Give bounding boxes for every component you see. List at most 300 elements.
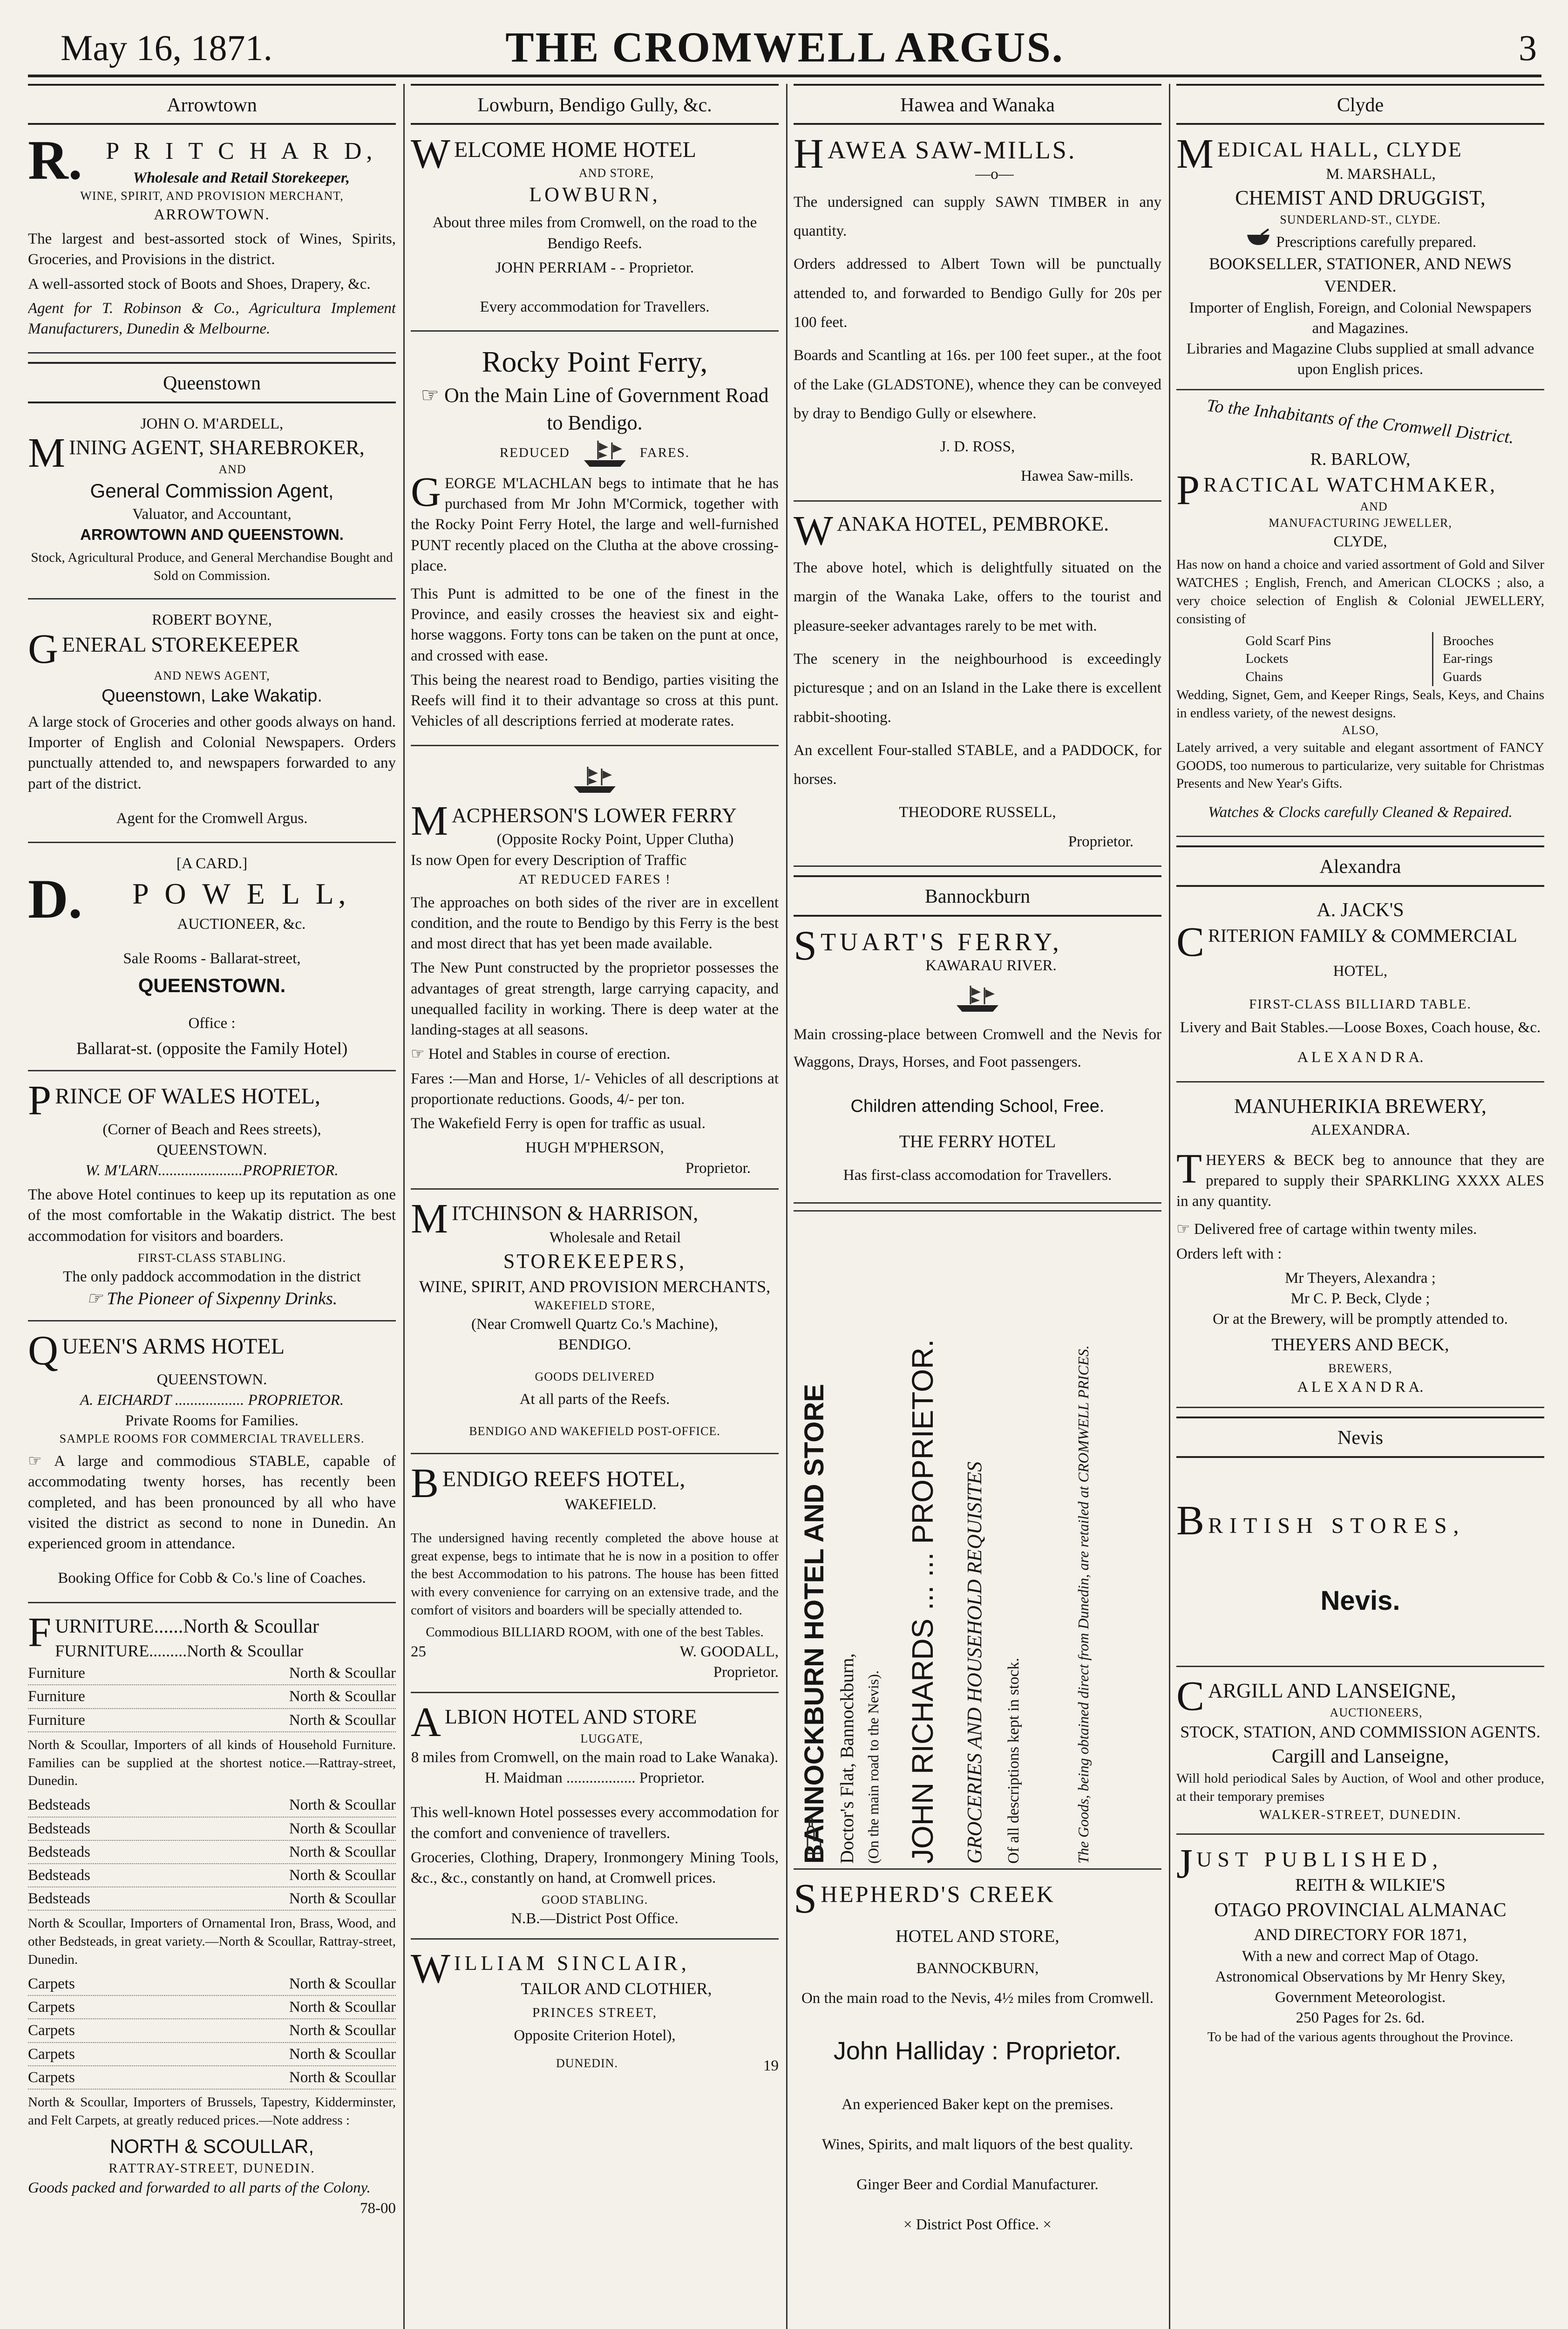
list-item-name: Bedsteads: [28, 1797, 90, 1814]
ad-body: Importer of English, Foreign, and Colonial Newspapers and Magazines.: [1189, 299, 1532, 337]
ad-line: J. D. ROSS,: [940, 438, 1015, 456]
ad-queens-arms: [28, 1328, 396, 1603]
ad-line: GROCERIES AND HOUSEHOLD REQUISITES: [963, 1461, 986, 1864]
drop-initial: S: [794, 922, 817, 969]
drop-initial: A: [411, 1699, 441, 1746]
ad-title: RINCE OF WALES HOTEL,: [55, 1083, 320, 1109]
drop-initial: B: [1176, 1497, 1205, 1544]
ad-line: AND: [218, 462, 246, 476]
ad-body: Main crossing-place between Cromwell and the Nevis for Waggons, Drays, Horses, and Foot passengers.: [794, 1026, 1161, 1071]
drop-initial: H: [794, 131, 824, 177]
ad-line: QUEENSTOWN.: [156, 1141, 267, 1158]
ad-title: UST PUBLISHED,: [1196, 1847, 1444, 1871]
ad-line: W. M'LARN......................PROPRIETOR.: [85, 1162, 339, 1179]
page-number: 3: [1519, 27, 1537, 68]
ad-line: GOOD STABLING.: [541, 1893, 648, 1907]
drop-initial: T: [1176, 1145, 1202, 1192]
column-rule: [1169, 84, 1170, 2329]
ad-line: ALSO,: [1342, 723, 1379, 737]
ad-title: ITCHINSON & HARRISON,: [452, 1201, 699, 1225]
ad-curved-heading: To the Inhabitants of the Cromwell District.: [1206, 395, 1515, 448]
ad-title: TUART'S FERRY,: [821, 927, 1063, 956]
ad-text: A large and commodious STABLE, capable of accommodating twenty horses, has recently been completed, and has been pronounced by all who have visited the district as second to none in Dunedin. An experienced groom in attendance.: [28, 1453, 396, 1553]
ad-title: ENDIGO REEFS HOTEL,: [442, 1467, 686, 1492]
ad-line: Nevis.: [1320, 1585, 1400, 1616]
ad-almanac: [1176, 1841, 1544, 2056]
ad-line: (Corner of Beach and Rees streets),: [102, 1121, 321, 1138]
carpets-list: [28, 1973, 396, 2090]
ad-line: HUGH M'PHERSON,: [525, 1139, 664, 1157]
list-item-name: Bedsteads: [28, 1866, 90, 1884]
list-item-name: Carpets: [28, 2022, 75, 2039]
ad-line: A L E X A N D R A.: [1297, 1379, 1424, 1396]
drop-initial: P: [28, 1077, 52, 1124]
list-item-name: Carpets: [28, 2069, 75, 2086]
ad-wanaka-hotel: [794, 508, 1161, 867]
drop-initial: S: [794, 1876, 817, 1922]
ad-text: Delivered free of cartage within twenty miles.: [1194, 1221, 1477, 1238]
pointing-hand-icon: ☞: [28, 1453, 54, 1470]
ad-line: RATTRAY-STREET, DUNEDIN.: [109, 2161, 315, 2176]
ad-line: [1176, 228, 1544, 252]
section-heading-hawea: Hawea and Wanaka: [794, 84, 1161, 125]
ad-line: Cargill and Lanseigne,: [1271, 1745, 1449, 1767]
list-item-name: Carpets: [28, 1975, 75, 1992]
ad-line: SAMPLE ROOMS FOR COMMERCIAL TRAVELLERS.: [59, 1432, 365, 1446]
ad-line: Watches & Clocks carefully Cleaned & Repaired.: [1208, 804, 1513, 821]
ad-body: The scenery in the neighbourhood is exceedingly picturesque ; and on an Island in the Lake there is excellent rabbit-shooting.: [794, 650, 1161, 726]
ad-text: Hotel and Stables in course of erection.: [428, 1046, 671, 1063]
pointing-hand-icon: [799, 1817, 822, 1854]
list-item: [28, 2043, 396, 2066]
ad-barlow: [1176, 397, 1544, 837]
list-item: [28, 1887, 396, 1911]
jewellery-list: [1195, 632, 1544, 687]
ad-line: W. GOODALL,: [679, 1643, 779, 1660]
list-item: [28, 1996, 396, 2019]
ad-line: NORTH & SCOULLAR,: [110, 2135, 314, 2157]
ad-line: AND DIRECTORY FOR 1871,: [1253, 1925, 1467, 1944]
pointing-hand-icon: ☞: [421, 383, 444, 407]
ad-title: LBION HOTEL AND STORE: [445, 1705, 697, 1729]
ad-line: [411, 437, 779, 470]
list-item: [28, 1841, 396, 1864]
ad-text: FARES.: [639, 445, 690, 461]
ad-line: (On the main road to the Nevis).: [865, 1670, 882, 1864]
drop-initial: M: [28, 429, 66, 476]
ad-line: H. Maidman .................. Proprietor.: [484, 1770, 705, 1787]
ad-criterion-hotel: [1176, 893, 1544, 1083]
ad-line: Or at the Brewery, will be promptly attended to.: [1213, 1311, 1508, 1328]
ad-title: RITISH STORES,: [1208, 1513, 1466, 1538]
ad-rocky-point-ferry: [411, 338, 779, 746]
ad-body: Has now on hand a choice and varied assortment of Gold and Silver WATCHES ; English, French, and American CLOCKS ; also, a very choice selection of English & Colonial JEWELLERY, consisting of: [1176, 557, 1544, 627]
ad-line: BENDIGO.: [558, 1336, 631, 1354]
list-item-firm: North & Scoullar: [289, 1975, 396, 1992]
drop-initial: M: [1176, 131, 1214, 177]
ad-powell: [28, 850, 396, 1071]
section-heading-nevis: Nevis: [1176, 1416, 1544, 1457]
ship-icon: [579, 437, 631, 470]
ad-body: [411, 1044, 779, 1064]
ad-line: Mr C. P. Beck, Clyde ;: [1290, 1290, 1430, 1307]
ad-line: A. JACK'S: [1317, 899, 1404, 921]
list-item-firm: North & Scoullar: [289, 1688, 396, 1705]
ad-title: AWEA SAW-MILLS.: [828, 136, 1077, 164]
ad-line: Every accommodation for Travellers.: [480, 299, 710, 316]
ad-stuarts-ferry: [794, 923, 1161, 1204]
ad-body: The Wakefield Ferry is open for traffic as usual.: [411, 1115, 706, 1132]
ad-body: [28, 1451, 396, 1554]
ad-line: At all parts of the Reefs.: [519, 1391, 670, 1408]
drop-initial: M: [411, 1195, 448, 1242]
ad-body: EORGE M'LACHLAN begs to intimate that he has purchased from Mr John M'Cormick, together with the Rocky Point Ferry Hotel, the large and well-furnished PUNT recently placed on the Clutha at the above crossing-place.: [411, 475, 779, 574]
ad-line: LOWBURN,: [529, 183, 660, 206]
ad-body: Libraries and Magazine Clubs supplied at small advance upon English prices.: [1186, 340, 1534, 378]
list-item: [28, 1818, 396, 1841]
ad-line: Orders left with :: [1176, 1245, 1282, 1262]
ad-line: Proprietor.: [713, 1664, 779, 1681]
ad-line: A. EICHARDT .................. PROPRIETOR.: [80, 1391, 344, 1409]
ad-line: [28, 1287, 396, 1311]
drop-initial: R.: [28, 129, 82, 191]
drop-initial: F: [28, 1609, 52, 1655]
list-item: [28, 2066, 396, 2090]
ad-line: General Commission Agent,: [90, 479, 334, 502]
ad-body: Stock, Agricultural Produce, and General Merchandise Bought and Sold on Commission.: [31, 550, 393, 584]
ad-line: KAWARAU RIVER.: [925, 957, 1057, 974]
ad-body: The largest and best-assorted stock of Wines, Spirits, Groceries, and Provisions in the district.: [28, 231, 396, 268]
ad-title: RACTICAL WATCHMAKER,: [1203, 473, 1497, 497]
ad-line: 250 Pages for 2s. 6d.: [1296, 2009, 1425, 2027]
ad-line: The Goods, being obtained direct from Dunedin, are retailed at CROMWELL PRICES.: [1075, 1345, 1092, 1864]
ad-body: This Punt is admitted to be one of the finest in the Province, and easily crosses the heaviest six and eight-horse waggons. Forty tons can be taken on the punt at once, and crossed with ease.: [411, 585, 779, 664]
ad-body: Lately arrived, a very suitable and elegant assortment of FANCY GOODS, too numerous to particularize, very suitable for Christmas Presents and New Year's Gifts.: [1176, 740, 1544, 791]
ad-line: [411, 382, 779, 437]
ad-line: Hawea Saw-mills.: [1021, 467, 1134, 484]
ad-hawea-sawmills: [794, 131, 1161, 501]
ad-prince-of-wales: [28, 1078, 396, 1321]
ad-line: THEYERS AND BECK,: [1271, 1335, 1449, 1355]
ad-line: Wholesale and Retail Storekeeper,: [133, 169, 350, 186]
ad-line: CHEMIST AND DRUGGIST,: [1235, 186, 1486, 210]
ad-line: AND STORE,: [578, 166, 654, 180]
ad-title: HEPHERD'S CREEK: [821, 1881, 1055, 1907]
list-item: [28, 1864, 396, 1887]
ad-line: R. BARLOW,: [1310, 449, 1411, 470]
ad-line: Proprietor.: [1068, 833, 1134, 850]
ad-line: Agent for the Cromwell Argus.: [116, 810, 308, 827]
list-item: [28, 2019, 396, 2043]
jewellery-list-right: [1432, 632, 1494, 687]
drop-initial: D.: [28, 868, 82, 930]
ad-line: DUNEDIN.: [556, 2056, 618, 2070]
drop-initial: W: [794, 507, 833, 554]
drop-initial: P: [1176, 467, 1200, 514]
list-item-firm: North & Scoullar: [289, 1890, 396, 1907]
list-item-firm: North & Scoullar: [289, 1999, 396, 2016]
ad-number: 25: [411, 1643, 426, 1660]
ad-line: ROBERT BOYNE,: [152, 611, 272, 628]
ad-line: Has first-class accomodation for Travellers.: [843, 1166, 1112, 1184]
list-item-firm: North & Scoullar: [289, 2022, 396, 2039]
ad-line: Commodious BILLIARD ROOM, with one of the best Tables.: [426, 1624, 764, 1640]
ad-line: WINE, SPIRIT, AND PROVISION MERCHANTS,: [419, 1277, 771, 1296]
ad-body: North & Scoullar, Importers of Ornamental Iron, Brass, Wood, and other Bedsteads, in great variety.—North & Scoullar, Rattray-street, Dunedin.: [28, 1916, 396, 1968]
ad-title: URNITURE......North & Scoullar: [55, 1615, 319, 1637]
ad-line: Doctor's Flat, Bannockburn,: [836, 1653, 857, 1864]
list-item: [28, 1662, 396, 1685]
section-heading-clyde: Clyde: [1176, 84, 1544, 125]
pointing-hand-icon: ☞: [1176, 1221, 1194, 1238]
ad-mitchinson-harrison: [411, 1196, 779, 1455]
ad-line: HOTEL,: [1333, 962, 1388, 980]
ad-line: AT REDUCED FARES !: [518, 872, 671, 887]
bedsteads-list: [28, 1794, 396, 1911]
ad-title: ARGILL AND LANSEIGNE,: [1208, 1679, 1456, 1702]
drop-initial: Q: [28, 1327, 58, 1374]
ad-title: EDICAL HALL, CLYDE: [1217, 137, 1463, 162]
drop-initial: G: [28, 626, 58, 673]
ad-body: The above Hotel continues to keep up its reputation as one of the most comfortable in the Wakatip district. The best accommodation for visitors and boarders.: [28, 1186, 396, 1245]
ad-title: ILLIAM SINCLAIR,: [454, 1952, 690, 1975]
ad-body: North & Scoullar, Importers of Brussels, Tapestry, Kidderminster, and Felt Carpets, at greatly reduced prices.—Note address :: [28, 2095, 396, 2128]
furniture-list: [28, 1662, 396, 1732]
ad-line: (Near Cromwell Quartz Co.'s Machine),: [471, 1315, 719, 1333]
list-item-firm: North & Scoullar: [289, 2069, 396, 2086]
ad-line: QUEENSTOWN.: [138, 974, 286, 997]
list-item: [28, 1794, 396, 1817]
ad-line: Private Rooms for Families.: [125, 1412, 299, 1430]
ad-title: MANUHERIKIA BREWERY,: [1234, 1094, 1487, 1117]
ad-british-stores: [1176, 1464, 1544, 1667]
list-item: [28, 1685, 396, 1709]
list-item: Chains: [1245, 669, 1283, 685]
ad-line: PRINCES STREET,: [532, 2005, 657, 2020]
list-item-name: Furniture: [28, 1688, 85, 1705]
ad-bannockburn-hotel: [794, 1210, 1161, 1870]
list-item-firm: North & Scoullar: [289, 1711, 396, 1729]
ad-title: ANAKA HOTEL, PEMBROKE.: [836, 512, 1109, 535]
ad-line: M. MARSHALL,: [1326, 165, 1436, 183]
ad-title: INING AGENT, SHAREBROKER,: [69, 436, 365, 459]
list-item: Ear-rings: [1443, 651, 1493, 667]
ad-number: 78-00: [360, 2200, 396, 2217]
ad-line: With a new and correct Map of Otago.: [1242, 1948, 1479, 1965]
list-item-firm: North & Scoullar: [289, 1843, 396, 1860]
ad-mcardell: [28, 410, 396, 599]
ad-body: A well-assorted stock of Boots and Shoes, Drapery, &c.: [28, 275, 371, 293]
ad-line: Proprietor.: [685, 1160, 751, 1177]
ad-line: Astronomical Observations by Mr Henry Skey, Government Meteorologist.: [1215, 1968, 1506, 2006]
ad-body: Wedding, Signet, Gem, and Keeper Rings, Seals, Keys, and Chains in endless variety, of the newest designs.: [1176, 688, 1544, 721]
ad-body: The approaches on both sides of the river are in excellent condition, and the route to Bendigo by this Ferry is the best and most direct that has yet been made available.: [411, 894, 779, 953]
ad-title: ACPHERSON'S LOWER FERRY: [452, 804, 737, 827]
ad-line: Wholesale and Retail: [549, 1229, 681, 1246]
ad-line: (Opposite Rocky Point, Upper Clutha): [496, 831, 734, 848]
ad-title: RITERION FAMILY & COMMERCIAL: [1208, 925, 1517, 946]
ad-line: ARROWTOWN AND QUEENSTOWN.: [80, 526, 344, 544]
ad-line: Children attending School, Free.: [850, 1096, 1105, 1116]
ad-line: An experienced Baker kept on the premises.: [842, 2096, 1113, 2113]
ad-body: Will hold periodical Sales by Auction, of Wool and other produce, at their temporary premises: [1176, 1771, 1544, 1804]
ad-line: The only paddock accommodation in the district: [63, 1268, 361, 1285]
drop-initial: B: [411, 1460, 439, 1507]
column-rule: [403, 84, 405, 2329]
ad-bendigo-reefs: [411, 1461, 779, 1693]
ad-line: FURNITURE.........North & Scoullar: [55, 1641, 304, 1660]
ad-body: About three miles from Cromwell, on the road to the Bendigo Reefs.: [432, 214, 757, 252]
mortar-pestle-icon: [1244, 228, 1272, 247]
ad-line: Is now Open for every Description of Traffic: [411, 851, 687, 869]
ad-line: STOREKEEPERS,: [503, 1249, 686, 1273]
ad-line: Opposite Criterion Hotel),: [514, 2027, 676, 2044]
ad-line: × District Post Office. ×: [903, 2216, 1052, 2233]
ad-line: WAKEFIELD STORE,: [534, 1298, 655, 1312]
ad-line: ALEXANDRA.: [1310, 1122, 1410, 1139]
ad-macpherson-ferry: [411, 753, 779, 1190]
list-item-name: Bedsteads: [28, 1843, 90, 1860]
list-item: Guards: [1443, 669, 1482, 685]
list-item-firm: North & Scoullar: [289, 1866, 396, 1884]
section-heading-arrowtown: Arrowtown: [28, 84, 396, 125]
ad-body: Boards and Scantling at 16s. per 100 feet super., at the foot of the Lake (GLADSTONE), whence they can be conveyed by dray to Bendigo Gully or elsewhere.: [794, 347, 1161, 422]
ad-body: Groceries, Clothing, Drapery, Ironmongery Mining Tools, &c., &c., constantly on hand, at Cromwell prices.: [411, 1849, 779, 1887]
ship-icon: [569, 763, 620, 796]
ad-pritchard: [28, 131, 396, 354]
list-item-name: Carpets: [28, 1999, 75, 2016]
ad-line: THEODORE RUSSELL,: [899, 804, 1056, 821]
ad-body: The undersigned can supply SAWN TIMBER in any quantity.: [794, 193, 1161, 240]
ad-line: BENDIGO AND WAKEFIELD POST-OFFICE.: [469, 1424, 720, 1438]
ad-line: BANNOCKBURN,: [916, 1960, 1039, 1977]
drop-initial: C: [1176, 919, 1205, 965]
ad-welcome-home: [411, 131, 779, 332]
ad-line: Livery and Bait Stables.—Loose Boxes, Coach house, &c.: [1180, 1019, 1541, 1036]
ad-body: Orders addressed to Albert Town will be punctually attended to, and forwarded to Bendigo Gully for 20s per 100 feet.: [794, 256, 1161, 331]
ad-line: Mr Theyers, Alexandra ;: [1285, 1269, 1436, 1287]
ad-line: AUCTIONEERS,: [1330, 1705, 1423, 1719]
ad-line: STOCK, STATION, AND COMMISSION AGENTS.: [1180, 1723, 1541, 1742]
ad-line: MANUFACTURING JEWELLER,: [1269, 516, 1452, 530]
ad-title: BANNOCKBURN HOTEL AND STORE: [799, 1383, 829, 1864]
ad-line: Ginger Beer and Cordial Manufacturer.: [856, 2176, 1099, 2193]
ad-line: LUGGATE,: [580, 1732, 643, 1746]
ad-line: Sale Rooms - Ballarat-street,: [123, 950, 301, 967]
ad-body: The above hotel, which is delightfully situated on the margin of the Wanaka Lake, offers to the tourist and pleasure-seeker advantages rarely to be met with.: [794, 559, 1161, 634]
ad-line: AUCTIONEER, &c.: [177, 916, 306, 933]
ship-icon: [952, 982, 1003, 1015]
ad-line: WINE, SPIRIT, AND PROVISION MERCHANT,: [80, 189, 344, 203]
ad-title: P R I T C H A R D,: [106, 138, 377, 165]
column-4: [1176, 84, 1544, 2329]
ad-body: The New Punt constructed by the proprietor possesses the advantages of great strength, large carrying capacity, and unequalled facility in working. There is deep water at the landing-stages at all seasons.: [411, 960, 779, 1039]
ad-line: 8 miles from Cromwell, on the main road to Lake Wanaka).: [411, 1749, 779, 1766]
ad-line: N.B.—District Post Office.: [511, 1910, 679, 1927]
ad-body: Fares :—Man and Horse, 1/- Vehicles of all descriptions at proportionate reductions. Goods, 4/- per ton.: [411, 1070, 779, 1108]
drop-initial: W: [411, 1946, 450, 1992]
ad-line: A L E X A N D R A.: [1297, 1049, 1424, 1066]
ad-separator: —o—: [975, 166, 1014, 183]
list-item: Brooches: [1443, 633, 1494, 648]
list-item-name: Furniture: [28, 1711, 85, 1729]
list-item-firm: North & Scoullar: [289, 1820, 396, 1837]
list-item-firm: North & Scoullar: [289, 1665, 396, 1682]
ad-albion-hotel: [411, 1700, 779, 1940]
ad-body: This well-known Hotel possesses every accommodation for the comfort and convenience of travellers.: [411, 1804, 779, 1842]
list-item-name: Furniture: [28, 1665, 85, 1682]
ad-line: OTAGO PROVINCIAL ALMANAC: [1214, 1900, 1507, 1921]
ad-number: 19: [763, 2057, 779, 2074]
ad-cargill-lanseigne: [1176, 1674, 1544, 1835]
pointing-hand-icon: ☞: [86, 1288, 107, 1308]
ad-line: Of all descriptions kept in stock.: [1005, 1658, 1022, 1864]
ad-line: On the main road to the Nevis, 4½ miles from Cromwell.: [801, 1989, 1154, 2007]
ad-body: North & Scoullar, Importers of all kinds of Household Furniture. Families can be supplied at the shortest notice.—Rattray-street, Dunedin.: [28, 1737, 396, 1789]
ad-line: To be had of the various agents throughout the Province.: [1207, 2029, 1514, 2045]
ad-line: JOHN RICHARDS ... ... PROPRIETOR.: [906, 1339, 939, 1864]
column-3: [794, 84, 1161, 2329]
list-item-name: Bedsteads: [28, 1820, 90, 1837]
newspaper-title: THE CROMWELL ARGUS.: [505, 23, 1064, 71]
ad-line: THE FERRY HOTEL: [899, 1132, 1056, 1152]
column-1: [28, 84, 396, 2329]
list-item-firm: North & Scoullar: [289, 2045, 396, 2063]
list-item-firm: North & Scoullar: [289, 1797, 396, 1814]
ad-line: QUEENSTOWN.: [156, 1371, 267, 1388]
ad-line: [1176, 1219, 1544, 1239]
list-item: Gold Scarf Pins: [1245, 633, 1331, 648]
section-heading-bannockburn: Bannockburn: [794, 875, 1161, 916]
ad-line: JOHN PERRIAM - - Proprietor.: [495, 259, 694, 276]
ad-line: Goods packed and forwarded to all parts of the Colony.: [28, 2179, 371, 2196]
jewellery-list-left: [1245, 632, 1331, 687]
section-heading-queenstown: Queenstown: [28, 362, 396, 403]
column-2: [411, 84, 779, 2329]
ad-line: Wines, Spirits, and malt liquors of the best quality.: [821, 2136, 1134, 2153]
ad-line: FIRST-CLASS BILLIARD TABLE.: [1249, 997, 1472, 1012]
drop-initial: W: [411, 131, 450, 177]
ad-line: Office :: [188, 1015, 236, 1032]
section-heading-alexandra: Alexandra: [1176, 845, 1544, 886]
list-item: [28, 1709, 396, 1732]
ad-title: ENERAL STOREKEEPER: [62, 633, 299, 657]
ad-shepherds-creek: [794, 1876, 1161, 2251]
ad-slogan: The Pioneer of Sixpenny Drinks.: [107, 1288, 338, 1308]
ad-line: WALKER-STREET, DUNEDIN.: [1259, 1807, 1462, 1822]
drop-initial: G: [411, 469, 441, 515]
ad-line: Booking Office for Cobb & Co.'s line of Coaches.: [58, 1570, 366, 1587]
list-item-name: Carpets: [28, 2045, 75, 2063]
ad-title: P O W E L L,: [132, 877, 351, 911]
ad-line: BOOKSELLER, STATIONER, AND NEWS VENDER.: [1208, 254, 1512, 296]
ad-body: HEYERS & BECK beg to announce that they are prepared to supply their SPARKLING XXXX ALES in any quantity.: [1176, 1151, 1544, 1210]
ad-line: CLYDE,: [1333, 533, 1387, 550]
drop-initial: M: [411, 797, 448, 844]
ad-william-sinclair: [411, 1946, 779, 2085]
ad-line: REITH & WILKIE'S: [1295, 1875, 1446, 1895]
list-item-name: Bedsteads: [28, 1890, 90, 1907]
ad-line: AND: [1360, 500, 1388, 514]
ad-text: Prescriptions carefully prepared.: [1276, 233, 1476, 251]
ad-title: Rocky Point Ferry,: [482, 345, 708, 379]
ad-body: The undersigned having recently completed the above house at great expense, begs to intimate that he is now in a position to offer the best Accommodation to his patrons. The house has been fitted with every convenience for carrying on an extensive trade, and the comfort of visitors and boarders will be specially attended to.: [411, 1530, 779, 1618]
ad-line: JOHN O. M'ARDELL,: [140, 415, 284, 432]
list-item: Lockets: [1245, 651, 1289, 667]
ad-body: This being the nearest road to Bendigo, parties visiting the Reefs will find it to their advantage so cross at this punt. Vehicles of all descriptions ferried at moderate rates.: [411, 671, 779, 730]
list-item: [28, 1973, 396, 1996]
ad-text: On the Main Line of Government Road to Bendigo.: [444, 383, 769, 434]
